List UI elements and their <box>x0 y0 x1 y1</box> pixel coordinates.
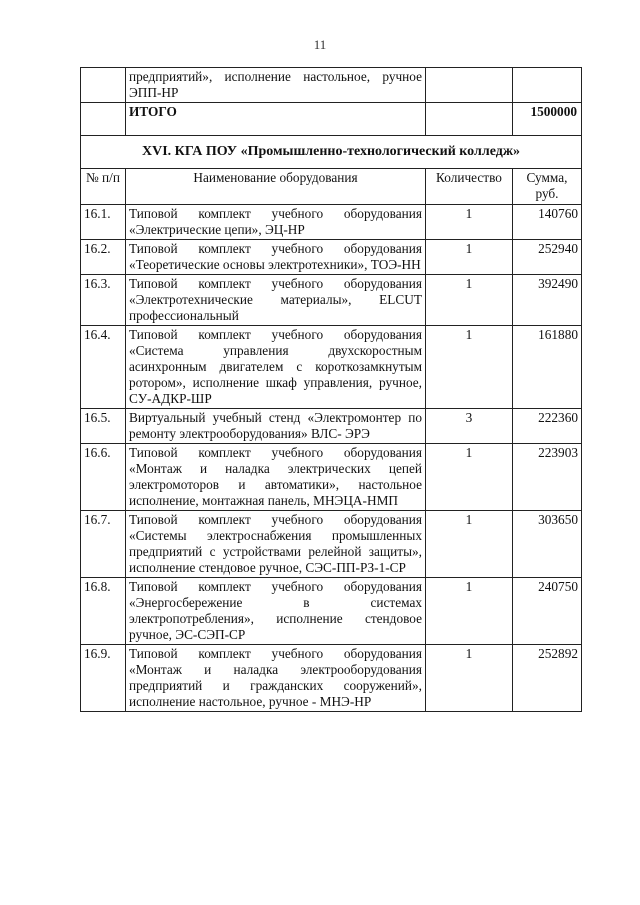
header-row <box>81 169 582 205</box>
row-quantity: 1 <box>426 326 513 409</box>
row-sum: 252940 <box>513 240 582 275</box>
row-quantity: 1 <box>426 645 513 712</box>
row-sum: 222360 <box>513 409 582 444</box>
table-row <box>81 578 582 645</box>
row-name: Типовой комплект учебного оборудования «Энергосбережение в системах электропотребления», исполнение стендовое ручное, ЭС-СЭП-СР <box>126 578 426 645</box>
header-sum: Сумма, руб. <box>513 169 582 205</box>
row-number: 16.9. <box>81 645 126 712</box>
row-number: 16.2. <box>81 240 126 275</box>
carry-over-name: предприятий», исполнение настольное, ручное ЭПП-НР <box>126 68 426 103</box>
row-sum: 303650 <box>513 511 582 578</box>
row-quantity: 3 <box>426 409 513 444</box>
row-name: Типовой комплект учебного оборудования «Монтаж и наладка электрооборудования предприятий и гражданских сооружений», исполнение настольное, ручное - МНЭ-НР <box>126 645 426 712</box>
table-row <box>81 444 582 511</box>
row-sum: 240750 <box>513 578 582 645</box>
row-number: 16.8. <box>81 578 126 645</box>
table-row <box>81 511 582 578</box>
table-row <box>81 275 582 326</box>
row-quantity: 1 <box>426 240 513 275</box>
row-number: 16.4. <box>81 326 126 409</box>
row-quantity: 1 <box>426 578 513 645</box>
row-name: Типовой комплект учебного оборудования «Монтаж и наладка электрических цепей электромоторов и автоматики», настольное исполнение, монтажная панель, МНЭЦА-НМП <box>126 444 426 511</box>
header-qty: Количество <box>426 169 513 205</box>
header-num: № п/п <box>81 169 126 205</box>
section-row <box>81 136 582 169</box>
row-name: Типовой комплект учебного оборудования «Система управления двухскоростным асинхронным двигателем с короткозамкнутым ротором», исполнение шкаф управления, ручное, СУ-АДКР-ШР <box>126 326 426 409</box>
row-sum: 252892 <box>513 645 582 712</box>
row-name: Типовой комплект учебного оборудования «Электротехнические материалы», ELCUT профессиональный <box>126 275 426 326</box>
carry-over-row <box>81 68 582 103</box>
header-name: Наименование оборудования <box>126 169 426 205</box>
row-sum: 161880 <box>513 326 582 409</box>
table-row <box>81 409 582 444</box>
row-number: 16.3. <box>81 275 126 326</box>
row-quantity: 1 <box>426 275 513 326</box>
row-number: 16.7. <box>81 511 126 578</box>
row-name: Типовой комплект учебного оборудования «Теоретические основы электротехники», ТОЭ-НН <box>126 240 426 275</box>
total-sum: 1500000 <box>513 103 582 136</box>
equipment-table <box>80 67 582 712</box>
row-sum: 392490 <box>513 275 582 326</box>
row-name: Типовой комплект учебного оборудования «Электрические цепи», ЭЦ-НР <box>126 205 426 240</box>
table-row <box>81 645 582 712</box>
row-sum: 140760 <box>513 205 582 240</box>
page-number: 11 <box>313 37 327 52</box>
row-quantity: 1 <box>426 511 513 578</box>
total-label: ИТОГО <box>126 103 426 136</box>
total-row <box>81 103 582 136</box>
row-number: 16.1. <box>81 205 126 240</box>
row-name: Типовой комплект учебного оборудования «Системы электроснабжения промышленных предприятий с устройствами релейной защиты», исполнение стендовое ручное, СЭС-ПП-РЗ-1-СР <box>126 511 426 578</box>
table-row <box>81 326 582 409</box>
row-number: 16.5. <box>81 409 126 444</box>
table-row <box>81 240 582 275</box>
section-title: XVI. КГА ПОУ «Промышленно-технологический колледж» <box>81 136 582 169</box>
row-sum: 223903 <box>513 444 582 511</box>
row-quantity: 1 <box>426 444 513 511</box>
row-name: Виртуальный учебный стенд «Электромонтер по ремонту электрооборудования» ВЛС- ЭРЭ <box>126 409 426 444</box>
table-row <box>81 205 582 240</box>
row-quantity: 1 <box>426 205 513 240</box>
row-number: 16.6. <box>81 444 126 511</box>
